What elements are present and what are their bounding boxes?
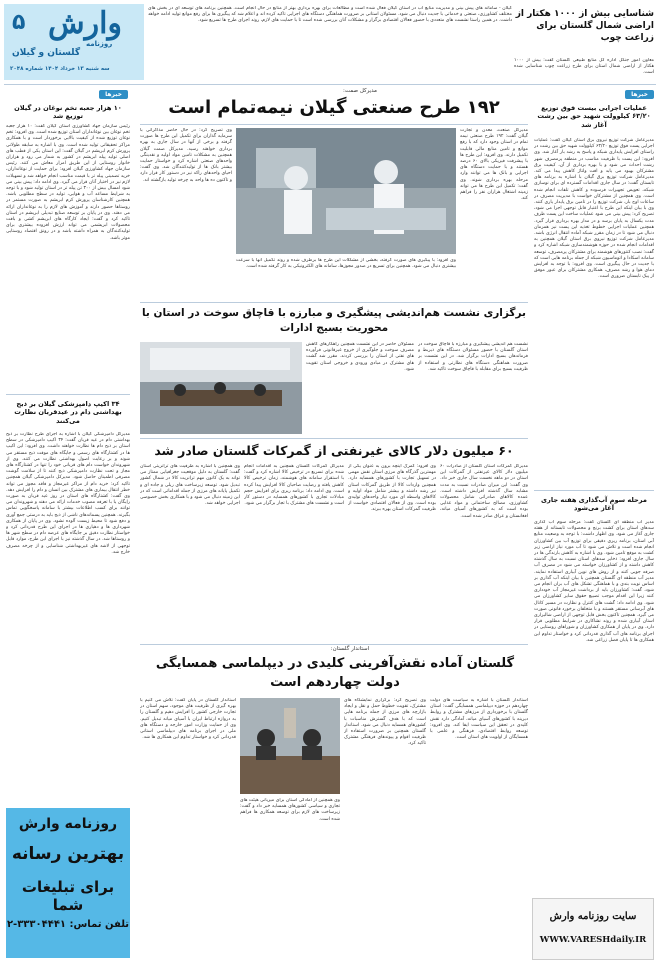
story1-text-right: مدیرکل صنعت، معدن و تجارت گیلان گفت: ۱۹۲ طرح صنعتی نیمه تمام در استان وجود دارد که با رفع موانع و تامین منابع مالی قابلیت تکمیل دارند. وی افزود: این طرح ها با پیشرفت فیزیکی بالای ۶۰ درصد هستند و با حمایت دستگاه های اجرایی و بانک ها می توانند وارد مرحله بهره برداری شوند. وی گفت: تکمیل این طرح ها می تواند زمینه اشتغال هزاران نفر را فراهم کند. (460, 128, 528, 202)
story3-text-col4: وی همچنین با اشاره به ظرفیت های ترانزیتی استان گفت: گلستان به دلیل موقعیت جغرافیایی ممتاز می تواند به یک کانون مهم ترانزیت کالا در شمال کشور تبدیل شود. توسعه زیرساخت های ریلی و جاده ای و تکمیل پایانه های مرزی از جمله اقداماتی است که در این زمینه دنبال می شود و با همکاری بخش خصوصی اجرایی خواهد شد. (140, 464, 240, 507)
story3-rule-top (140, 438, 528, 439)
story2-rule-top (140, 302, 528, 303)
website-link[interactable]: WWW.VARESHdaily.IR (539, 935, 647, 945)
story1-photo-image (236, 128, 456, 254)
story2-title: برگزاری نشست هم‌اندیشی پیشگیری و مبارزه با قاچاق سوخت در استان با محوریت بسیج ادارات (141, 307, 527, 334)
right-divider (534, 490, 654, 491)
right-brand-footer (532, 898, 654, 960)
right-item-title-2: مرحله سوم آب‌گذاری هفته جاری آغاز می‌شود (541, 496, 647, 513)
story1-text-left: وی تصریح کرد: در حال حاضر مذاکراتی با سرمایه گذاران برای تکمیل این طرح ها صورت گرفته و برخی از آنها در سال جاری به بهره برداری خواهند رسید. مدیرکل صمت گیلان همچنین به مشکلات تامین مواد اولیه و نقدینگی واحدهای صنعتی اشاره کرد و خواستار حمایت بیشتر بانک ها از تولیدکنندگان شد. وی گفت: احیای واحدهای راکد نیز در دستور کار قرار دارد و تاکنون ده ها واحد به چرخه تولید بازگشته اند. (140, 128, 232, 183)
left-divider (6, 394, 130, 395)
logo-subtitle: روزنامه (86, 40, 113, 48)
ad-line-1: روزنامه وارش (18, 816, 118, 832)
left-news-badge: خبرها (99, 90, 128, 99)
page-number: ۵ (12, 10, 26, 35)
story4-text-mid: وی تصریح کرد: برگزاری نمایشگاه های مشترک، تقویت خطوط حمل و نقل و ایجاد بازارچه های مرزی از جمله برنامه هایی است که با هدف گسترش مناسبات با کشورهای همسایه دنبال می شود. استاندار گلستان همچنین بر ضرورت استفاده از ظرفیت اقوام و پیوندهای فرهنگی مشترک تاکید کرد. (344, 698, 426, 747)
brand-footer-text: سایت روزنامه وارش (549, 911, 637, 922)
top-story-text: معاون امور جنگل اداره کل منابع طبیعی گلستان گفت: بیش از ۱۰۰۰ هکتار از اراضی شمال استان برای طرح زراعت چوب شناسایی شده است. (514, 58, 654, 76)
story3-text-col3: مدیرکل گمرکات گلستان همچنین به اقدامات انجام شده برای تسریع در ترخیص کالا اشاره کرد و گفت: با استقرار سامانه های هوشمند، زمان ترخیص کالا کاهش یافته و رضایت صاحبان کالا افزایش پیدا کرده است. وی ادامه داد: برنامه ریزی برای افزایش حجم مبادلات تجاری با کشورهای همسایه در دستور کار است و نشست های مشترک با تجار برگزار می شود. (244, 464, 344, 507)
story2-photo-image (140, 342, 302, 434)
section-name: گلستان و گیلان (12, 48, 81, 58)
left-item-title-1: ۱۰ هزار جعبه تخم نوغان در گیلان توزیع شد (14, 104, 122, 121)
masthead (4, 4, 144, 80)
ad-phone: تلفن تماس: ۳۳۳۰۴۴۴۱-۲ (6, 919, 130, 930)
top-intro-text: گیلان - سامانه های پیش بینی و مدیریت منابع آب در استان گیلان فعال شده است و مطالعات برای بهره برداری بهتر از منابع در حال انجام است. همچنین برنامه های توسعه ای در بخش های مختلف کشاورزی، صنعتی و خدماتی با جدیت دنبال می شود. مسئولان استانی بر ضرورت هماهنگی دستگاه های اجرایی تاکید کرده اند و اعلام شد که پیگیری ها برای رفع موانع تولید ادامه خواهد داشت. در همین راستا نشست های متعددی با حضور فعالان اقتصادی برگزار و مشکلات آنان بررسی شده است تا با حمایت های لازم، روند اجرای طرح ها تسریع شود. (148, 6, 512, 24)
story2-photo (140, 342, 302, 434)
right-column (532, 88, 656, 945)
story3-text-col1: مدیرکل گمرکات استان گلستان از صادرات ۶۰ میلیون دلار کالای غیرنفتی از گمرکات این استان در دو ماهه نخست سال جاری خبر داد. وی گفت: این میزان صادرات نسبت به مدت مشابه سال گذشته افزایش داشته است. عمده کالاهای صادراتی شامل محصولات کشاورزی، مصالح ساختمانی و مواد غذایی بوده است که به کشورهای آسیای میانه، افغانستان و عراق صادر شده است. (440, 464, 528, 519)
top-divider (4, 84, 656, 85)
ad-line-3: برای تبلیغات شما (21, 878, 115, 914)
logo: وارش (48, 6, 122, 41)
story4-photo (240, 698, 340, 794)
right-news-badge: خبرها (625, 90, 654, 99)
right-item-text-2: مدیر آب منطقه ای گلستان گفت: مرحله سوم آب گذاری سدهای استان برای کشت برنج و محصولات تابستانه از هفته جاری آغاز می شود. وی اظهار داشت: با توجه به وضعیت منابع آبی استان، برنامه ریزی دقیقی برای توزیع آب بین کشاورزان انجام شده است و تلاش می شود تا آب مورد نیاز اراضی زیر کشت به موقع تامین شود. وی با اشاره به کاهش بارندگی ها در سال جاری افزود: ذخایر سدهای استان نسبت به سال گذشته کاهش داشته و از کشاورزان خواسته می شود در مصرف آب صرفه جویی کنند و از روش های نوین آبیاری استفاده نمایند. مدیر آب منطقه ای گلستان همچنین با بیان اینکه آب گذاری بر اساس نوبت بندی و با هماهنگی تشکل های آب بران انجام می شود، گفت: کشاورزان باید از برداشت غیرمجاز آب خودداری کنند زیرا این اقدام موجب تضییع حقوق سایر کشاورزان می شود. وی ادامه داد: گشت های کنترل و نظارت در مسیر کانال های آبرسانی مستقر هستند و با متخلفان برخورد قانونی صورت می گیرد. همچنین تاکنون بخش قابل توجهی از اراضی شالیزاری استان آبیاری شده و روند نشاکاری در شرایط مطلوبی قرار دارد. وی در پایان از همکاری کشاورزان و شوراهای روستایی در اجرای برنامه های آب گذاری قدردانی کرد و خواستار تداوم این همکاری ها تا پایان فصل زراعی شد. (534, 520, 654, 643)
left-item-text-2: مدیرکل دامپزشکی گیلان با اشاره به اجرای طرح نظارت بر ذبح بهداشتی دام در عید قربان گفت: ۳۴ اکیپ دامپزشکی در سطح استان بر ذبح دام ها نظارت خواهند داشت. وی افزود: این اکیپ ها در کشتارگاه های رسمی و جایگاه های موقت ذبح مستقر می شوند و بر رعایت اصول بهداشتی نظارت می کنند. وی از شهروندان خواست دام های قربانی خود را تنها در کشتارگاه های مجاز و تحت نظارت دامپزشکی ذبح کنند تا از سلامت گوشت مصرفی اطمینان حاصل شود. مدیرکل دامپزشکی گیلان همچنین تاکید کرد: خرید دام از مراکز غیرمجاز و فاقد مجوز می تواند خطر انتقال بیماری های مشترک بین انسان و دام را افزایش دهد. وی گفت: کشتارگاه های استان در روز عید قربان به صورت رایگان یا با تعرفه مصوب خدمات ارائه می دهند و شهروندان می توانند برای کسب اطلاعات بیشتر با سامانه پاسخگویی تماس بگیرند. همچنین پسماندهای ناشی از ذبح باید به درستی جمع آوری و دفع شود تا محیط زیست آلوده نشود. وی در پایان از همکاری شهرداری ها و دهیاری ها در اجرای این طرح قدردانی کرد و خواستار نظارت دقیق بر جایگاه های عرضه دام در سطح شهر ها و روستاها شد. در سال گذشته نیز با اجرای این طرح، موارد قابل توجهی از لاشه های غیربهداشتی شناسایی و از چرخه مصرف خارج شد. (6, 432, 130, 555)
story4-text-left: استاندار گلستان در پایان گفت: تلاش می کنیم با بهره گیری از ظرفیت های موجود، سهم استان در تجارت خارجی کشور را افزایش دهیم و گلستان را به دروازه ارتباط ایران با آسیای میانه تبدیل کنیم. وی از حمایت وزارت امور خارجه و دستگاه های ملی در اجرای برنامه های دیپلماسی استانی قدردانی کرد و خواستار تداوم این همکاری ها شد. (140, 698, 236, 741)
date-line: سه شنبه ۱۳ خرداد ۱۴۰۴ شماره ۲۰۴۸ (10, 66, 110, 72)
story1-kicker: مدیرکل صمت: (342, 88, 378, 94)
top-story-title: شناسایی بیش از ۱۰۰۰ هکتار از اراضی شمال گلستان برای زراعت چوب (515, 9, 654, 43)
left-item-text-1: رئیس سازمان جهاد کشاورزی استان گیلان گفت: ۱۰ هزار جعبه تخم نوغان بین نوغانداران استان توزیع شده است. وی افزود: تخم نوغان توزیع شده از کیفیت بالایی برخوردار است و با همکاری مراکز تحقیقاتی تولید شده است. وی با اشاره به سابقه طولانی پرورش کرم ابریشم در گیلان گفت: این استان یکی از قطب های اصلی تولید پیله ابریشم در کشور به شمار می رود و هزاران خانوار روستایی از این طریق امرار معاش می کنند. رئیس سازمان جهاد کشاورزی گیلان افزود: برای حمایت از نوغانداران، خرید تضمینی پیله تر با قیمت مناسب انجام خواهد شد و تسهیلات لازم نیز در اختیار آنان قرار می گیرد. وی ادامه داد: پیش بینی می شود امسال بیش از ۳۰۰ تن پیله تر در استان تولید شود و با توجه به شرایط مساعد آب و هوایی، تولید در سطح مطلوبی باشد. همچنین کارشناسان پرورش کرم ابریشم به صورت مستمر در روستاها حضور دارند و آموزش های لازم را به نوغانداران ارائه می دهند. وی در پایان بر توسعه صنایع تبدیلی ابریشم در استان تاکید کرد و گفت: ایجاد کارگاه های ابریشم کشی و بافت محصولات ابریشمی می تواند ارزش افزوده بیشتری برای تولیدکنندگان به همراه داشته باشد و در رونق اقتصاد روستایی موثر باشد. (6, 124, 130, 241)
story4-text-below-photo: وی همچنین از آمادگی استان برای میزبانی هیئت های تجاری و سیاسی کشورهای همسایه خبر داد و گفت: زیرساخت های لازم برای توسعه همکاری ها فراهم شده است. (240, 798, 340, 822)
story1-photo (236, 128, 456, 254)
right-item-text-1: مدیرعامل شرکت توزیع نیروی برق استان گیلان گفت: عملیات اجرایی پست فوق توزیع ۶۳/۲۰ کیلوولت شهید حق بین رشت در راستای افزایش پایداری شبکه و پاسخ به رشد بار آغاز شد. وی افزود: این پست با ظرفیت مناسب در منطقه پرمصرف شهر رشت احداث می شود و با بهره برداری از آن، کیفیت برق مشترکان بهبود می یابد و افت ولتاژ کاهش پیدا می کند. مدیرعامل شرکت توزیع برق گیلان با اشاره به برنامه های تابستان گفت: در سال جاری اقدامات گسترده ای برای نوسازی شبکه، تعویض تجهیزات فرسوده و کاهش تلفات انجام شده است. وی همچنین از مشترکان خواست با مدیریت مصرف در ساعات اوج بار، شرکت توزیع را در تامین برق پایدار یاری کنند. وی با بیان اینکه این طرح با اعتبار قابل توجهی اجرا می شود، تصریح کرد: پیش بینی می شود عملیات ساخت این پست ظرف مدت یکسال به پایان برسد و در مدار بهره برداری قرار گیرد. همچنین عملیات اجرایی خطوط تغذیه این پست نیز همزمان دنبال می شود تا در زمان مقرر شبکه آماده انتقال انرژی باشد. مدیرعامل شرکت توزیع نیروی برق استان گیلان همچنین به اقدامات انجام شده در حوزه هوشمندسازی شبکه اشاره کرد و گفت: نصب کنتورهای هوشمند برای مشترکان پرمصرف، توسعه سامانه اسکادا و اتوماسیون شبکه از جمله برنامه هایی است که با جدیت در حال پیگیری است. وی افزود: با توجه به افزایش دمای هوا و رشد مصرف، همکاری مشترکان برای عبور موفق از پیک تابستان ضروری است. (534, 138, 654, 280)
story3-title: ۶۰ میلیون دلار کالای غیرنفتی از گمرکات گلستان صادر شد (154, 443, 514, 458)
story4-rule-top (140, 644, 528, 645)
right-item-title-1: عملیات اجرایی بیست فوق توزیع ۶۳/۲۰ کیلوولت شهید حق بین رشت آغاز شد (537, 104, 651, 129)
story4-title: گلستان آماده نقش‌آفرینی کلیدی در دیپلماسی همسایگی دولت چهاردهم است (155, 656, 515, 690)
left-item-title-2: ۳۴ اکیپ دامپزشکی گیلان بر ذبح بهداشتی دام در عیدقربان نظارت می‌کنند (14, 400, 122, 425)
story4-kicker: استاندار گلستان: (330, 646, 370, 652)
story4-text-right: استاندار گلستان با اشاره به سیاست های دولت چهاردهم در حوزه دیپلماسی همسایگی گفت: استان گلستان با برخورداری از مرزهای مشترک و روابط دیرینه با کشورهای آسیای میانه، آمادگی دارد نقش کلیدی در تحقق این سیاست ایفا کند. وی افزود: توسعه روابط اقتصادی، فرهنگی و علمی با همسایگان از اولویت های استان است. (430, 698, 528, 741)
story4-photo-image (240, 698, 340, 794)
story1-title: ۱۹۲ طرح صنعتی گیلان نیمه‌تمام است (168, 97, 500, 118)
story2-text-mid: مسئولان حاضر در این نشست همچنین راهکارهای کاهش مصرف سوخت و جلوگیری از خروج غیرقانونی فرآورده های نفتی از استان را بررسی کردند. مقرر شد گشت های مشترک در مبادی ورودی و خروجی استان تقویت شود. (306, 342, 414, 372)
story3-text-col2: وی افزود: گمرک اینچه برون به عنوان یکی از مهمترین گذرگاه های مرزی استان نقش مهمی در تسهیل تجارت با کشورهای همسایه دارد. همچنین واردات کالا از طریق گمرکات استان نیز رشد داشته و بیشتر شامل مواد اولیه و کالاهای واسطه ای مورد نیاز واحدهای تولیدی بوده است. وی از فعالان اقتصادی خواست از ظرفیت گمرکات استان بهره ببرند. (348, 464, 436, 513)
ad-line-2: بهترین رسانه (11, 844, 125, 864)
story1-caption: وی افزود: با پیگیری های صورت گرفته، بخشی از مشکلات این طرح ها برطرف شده و روند تکمیل آنها با سرعت بیشتری دنبال می شود. همچنین برای تسریع در صدور مجوزها، سامانه های الکترونیکی به کار گرفته شده است. (236, 258, 456, 270)
left-column (4, 88, 132, 930)
vaeresh-ad (6, 808, 130, 958)
story1-rule (140, 124, 528, 125)
story2-text-right: نشست هم اندیشی پیشگیری و مبارزه با قاچاق سوخت در استان گلستان با حضور مسئولان دستگاه های ذیربط و فرماندهان بسیج ادارات برگزار شد. در این نشست بر ضرورت هماهنگی دستگاه های نظارتی و استفاده از ظرفیت بسیج برای مقابله با قاچاق سوخت تاکید شد. (418, 342, 528, 372)
